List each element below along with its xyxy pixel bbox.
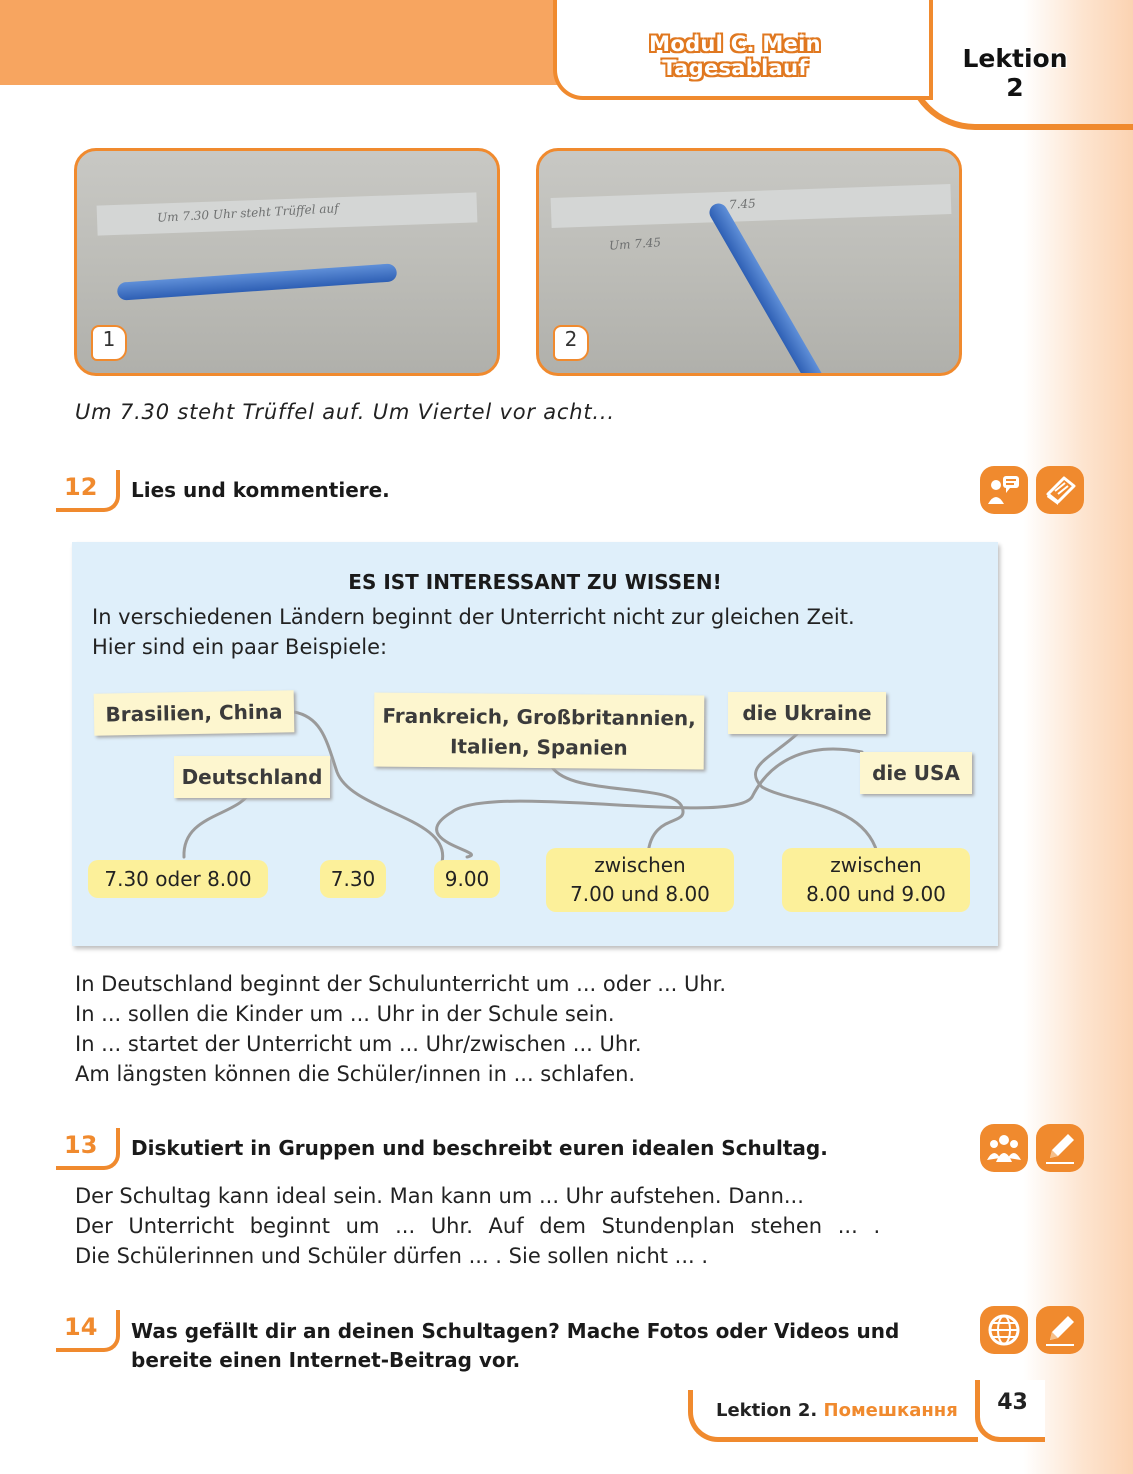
sentence: In ... startet der Unterricht um ... Uhr/zwischen ... Uhr. [75,1032,642,1056]
time-label: 7.30 oder 8.00 [88,860,268,898]
footer-lesson-label: Lektion 2. [716,1400,818,1421]
title-line: Was gefällt dir an deinen Schultagen? Mache Fotos oder Videos und [131,1319,900,1343]
pen-image [117,263,398,300]
paper-handwriting: Um 7.45 [608,235,662,253]
info-text-line: Hier sind ein paar Beispiele: [92,635,388,659]
country-note-line: Italien, Spanien [449,734,628,760]
time-label [782,848,970,912]
country-note-line: Frankreich, Großbritannien, [382,703,696,731]
task-number-14: 14 [56,1310,120,1352]
time-label: 9.00 [434,860,500,898]
book-icon [1036,466,1084,514]
info-box-text [92,602,992,662]
globe-icon [980,1306,1028,1354]
photo-number: 2 [553,325,589,361]
pencil-icon [1036,1124,1084,1172]
page-number: 43 [975,1380,1045,1442]
text-line: Der Unterricht beginnt um ... Uhr. Auf dem Stundenplan stehen ... . [75,1214,881,1238]
module-title: Modul C. Mein Tagesablauf [649,32,821,80]
sentence: Am längsten können die Schüler/innen in ... schlafen. [75,1062,636,1086]
pencil-icon [1036,1306,1084,1354]
photo-2 [536,148,962,376]
time-label [546,848,734,912]
country-note-brasilien-china: Brasilien, China [94,690,295,735]
speech-person-icon [980,466,1028,514]
task-number-12: 12 [56,470,120,512]
strip-handwriting: Um 7.30 Uhr steht Trüffel auf [156,201,339,225]
sentence: In Deutschland beginnt der Schulunterricht um ... oder ... Uhr. [75,972,727,996]
country-note-frankreich [374,693,705,770]
pen-image [706,200,832,376]
task-13-title: Diskutiert in Gruppen und beschreibt euren idealen Schultag. [131,1136,828,1160]
strip-handwriting: 7.45 [728,196,757,212]
text-line: Der Schultag kann ideal sein. Man kann um ... Uhr aufstehen. Dann... [75,1184,804,1208]
task-12-title: Lies und kommentiere. [131,478,390,502]
lesson-title: Lektion 2 [962,44,1068,102]
info-text-line: In verschiedenen Ländern beginnt der Unterricht nicht zur gleichen Zeit. [92,605,855,629]
footer-topic: Помешкання [823,1400,958,1421]
task-number-13: 13 [56,1128,120,1170]
task-12-sentences [75,969,726,1089]
task-13-text [75,1181,880,1271]
sentence: In ... sollen die Kinder um ... Uhr in der Schule sein. [75,1002,615,1026]
country-note-deutschland: Deutschland [174,756,330,798]
photo-1 [74,148,500,376]
time-line: zwischen [830,853,922,877]
photo-number: 1 [91,325,127,361]
photo-caption: Um 7.30 steht Trüffel auf. Um Viertel vor acht... [75,400,615,424]
time-line: 8.00 und 9.00 [806,882,946,906]
info-box-title: ES IST INTERESSANT ZU WISSEN! [348,570,722,594]
country-note-usa: die USA [860,752,972,794]
title-line: bereite einen Internet-Beitrag vor. [131,1348,521,1372]
page-margin-gradient [1023,0,1133,1474]
task-14-title [131,1317,899,1375]
group-icon [980,1124,1028,1172]
time-label: 7.30 [320,860,386,898]
header-band [0,0,600,85]
time-line: 7.00 und 8.00 [570,882,710,906]
text-line: Die Schülerinnen und Schüler dürfen ... . Sie sollen nicht ... . [75,1244,709,1268]
info-box [72,542,998,946]
footer-lesson [716,1400,958,1421]
country-note-ukraine: die Ukraine [728,692,886,734]
time-line: zwischen [594,853,686,877]
